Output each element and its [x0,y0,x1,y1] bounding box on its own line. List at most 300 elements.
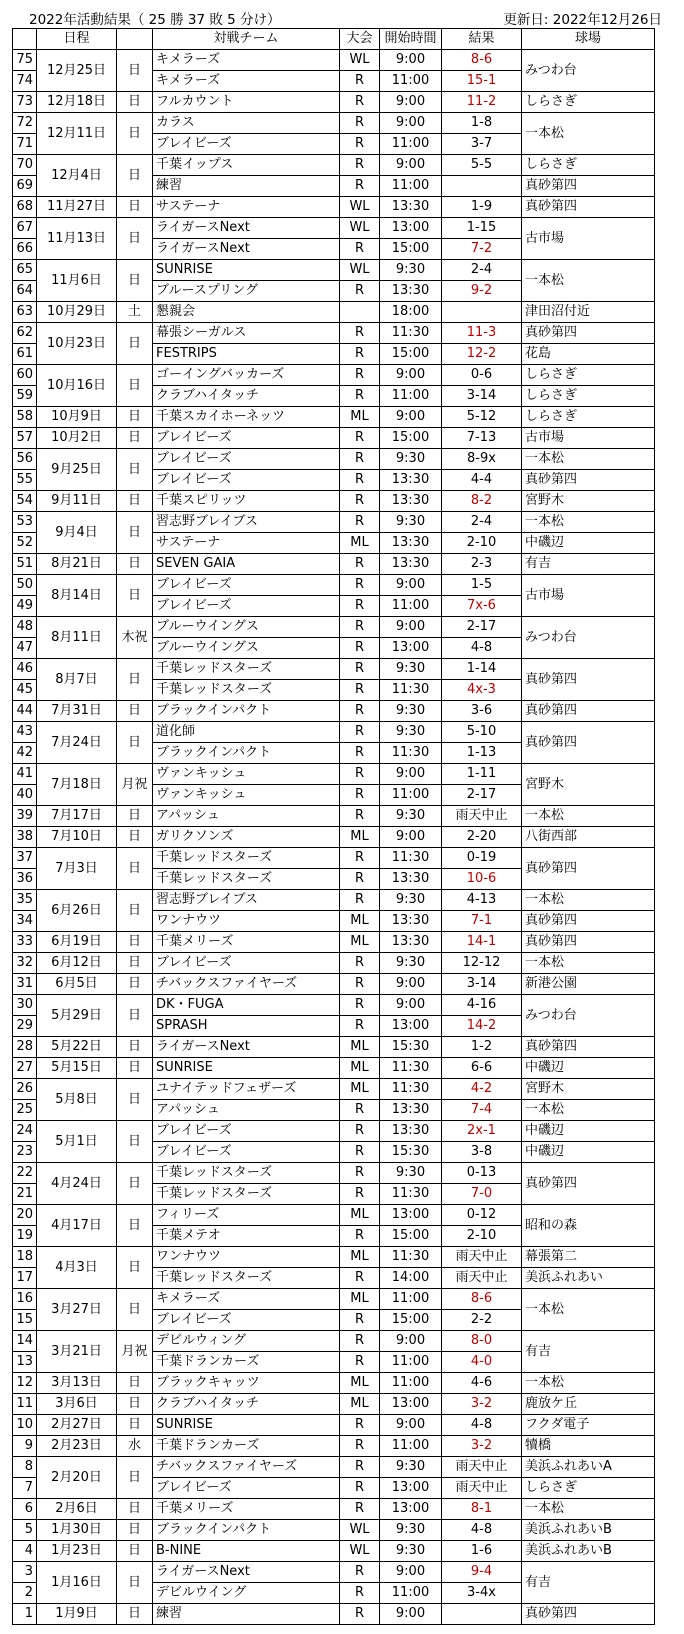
game-number: 19 [13,1226,37,1247]
opponent-team: 千葉レッドスターズ [153,1184,340,1205]
game-weekday: 日 [117,995,153,1037]
league-code: R [340,1436,380,1457]
venue-name: 一本松 [522,260,655,302]
league-code: R [340,764,380,785]
game-number: 73 [13,92,37,113]
league-code: ML [340,533,380,554]
game-date: 12月11日 [37,113,117,155]
game-result: 0-12 [442,1205,522,1226]
game-number: 56 [13,449,37,470]
table-row [13,1373,655,1394]
game-weekday: 日 [117,491,153,512]
venue-name: 一本松 [522,890,655,911]
game-result: 7-1 [442,911,522,932]
game-result: 4-13 [442,890,522,911]
start-time: 11:30 [380,1058,442,1079]
league-code: R [340,386,380,407]
game-result: 9-4 [442,1562,522,1583]
start-time: 11:00 [380,1436,442,1457]
col-header-start: 開始時間 [380,29,442,50]
venue-name: 真砂第四 [522,176,655,197]
game-weekday: 日 [117,1499,153,1520]
opponent-team: ブラックインパクト [153,701,340,722]
start-time: 13:00 [380,1016,442,1037]
game-result: 15-1 [442,71,522,92]
opponent-team: デビルウイング [153,1583,340,1604]
start-time: 9:00 [380,1415,442,1436]
table-row [13,1205,655,1226]
table-row [13,1394,655,1415]
opponent-team: 千葉ドランカーズ [153,1352,340,1373]
start-time: 11:30 [380,848,442,869]
table-row [13,1520,655,1541]
game-result: 4-2 [442,1079,522,1100]
league-code: ML [340,1037,380,1058]
opponent-team: B-NINE [153,1541,340,1562]
league-code: R [340,596,380,617]
opponent-team: 道化師 [153,722,340,743]
league-code: ML [340,1079,380,1100]
start-time: 18:00 [380,302,442,323]
venue-name: 宮野木 [522,491,655,512]
game-weekday: 日 [117,1457,153,1499]
game-date: 2月20日 [37,1457,117,1499]
opponent-team: クラブハイタッチ [153,386,340,407]
game-result: 4-16 [442,995,522,1016]
game-number: 22 [13,1163,37,1184]
start-time: 9:00 [380,1604,442,1625]
game-weekday: 日 [117,974,153,995]
table-row [13,218,655,239]
venue-name: しらさぎ [522,1478,655,1499]
start-time: 9:30 [380,1520,442,1541]
league-code: R [340,1310,380,1331]
game-result: 6-6 [442,1058,522,1079]
game-number: 32 [13,953,37,974]
opponent-team: 千葉メリーズ [153,932,340,953]
league-code: R [340,1100,380,1121]
start-time: 13:30 [380,197,442,218]
start-time: 9:30 [380,1457,442,1478]
game-result: 3-2 [442,1436,522,1457]
game-number: 5 [13,1520,37,1541]
game-weekday: 日 [117,1037,153,1058]
game-result: 2-4 [442,260,522,281]
venue-name: 中磯辺 [522,1058,655,1079]
league-code: R [340,575,380,596]
league-code: R [340,1499,380,1520]
opponent-team: SUNRISE [153,1415,340,1436]
venue-name: 中磯辺 [522,533,655,554]
opponent-team: ブレイビーズ [153,1310,340,1331]
venue-name: 有吉 [522,1562,655,1604]
game-number: 37 [13,848,37,869]
venue-name: 宮野木 [522,764,655,806]
opponent-team: 千葉メリーズ [153,1499,340,1520]
game-number: 9 [13,1436,37,1457]
table-header-row [13,29,655,50]
game-number: 72 [13,113,37,134]
game-date: 11月27日 [37,197,117,218]
game-weekday: 日 [117,701,153,722]
game-number: 21 [13,1184,37,1205]
game-result: 1-2 [442,1037,522,1058]
league-code: R [340,92,380,113]
venue-name: みつわ台 [522,995,655,1037]
start-time: 13:00 [380,1478,442,1499]
game-weekday: 日 [117,512,153,554]
opponent-team: ワンナウツ [153,911,340,932]
game-date: 12月4日 [37,155,117,197]
game-date: 1月16日 [37,1562,117,1604]
game-date: 3月6日 [37,1394,117,1415]
opponent-team: ヴァンキッシュ [153,785,340,806]
game-date: 2月6日 [37,1499,117,1520]
table-row [13,659,655,680]
game-date: 10月16日 [37,365,117,407]
league-code: ML [340,1373,380,1394]
start-time: 9:30 [380,701,442,722]
game-date: 10月9日 [37,407,117,428]
start-time: 13:00 [380,218,442,239]
start-time: 9:00 [380,995,442,1016]
start-time: 9:30 [380,1541,442,1562]
table-row [13,974,655,995]
game-result: 1-15 [442,218,522,239]
start-time: 15:00 [380,428,442,449]
venue-name: しらさぎ [522,365,655,386]
start-time: 9:00 [380,1331,442,1352]
opponent-team: 練習 [153,176,340,197]
venue-name: 真砂第四 [522,470,655,491]
league-code: R [340,1163,380,1184]
game-weekday: 日 [117,50,153,92]
game-date: 6月12日 [37,953,117,974]
league-code: R [340,953,380,974]
opponent-team: ライガースNext [153,1037,340,1058]
game-weekday: 日 [117,407,153,428]
start-time: 13:00 [380,1499,442,1520]
venue-name: 一本松 [522,1100,655,1121]
game-result: 2-17 [442,785,522,806]
game-result: 3-7 [442,134,522,155]
opponent-team: ライガースNext [153,218,340,239]
game-date: 8月14日 [37,575,117,617]
game-weekday: 水 [117,1436,153,1457]
game-date: 11月13日 [37,218,117,260]
start-time: 11:30 [380,1247,442,1268]
start-time: 11:00 [380,596,442,617]
opponent-team: ブラックインパクト [153,743,340,764]
game-result: 1-11 [442,764,522,785]
start-time: 9:30 [380,1163,442,1184]
league-code: R [340,323,380,344]
opponent-team: チバックスファイヤーズ [153,1457,340,1478]
start-time: 13:30 [380,869,442,890]
game-date: 5月29日 [37,995,117,1037]
game-result: 0-19 [442,848,522,869]
game-number: 24 [13,1121,37,1142]
opponent-team: アパッシュ [153,806,340,827]
game-number: 25 [13,1100,37,1121]
game-result: 14-1 [442,932,522,953]
table-row [13,722,655,743]
league-code: R [340,1226,380,1247]
league-code: R [340,1268,380,1289]
game-result: 12-12 [442,953,522,974]
opponent-team: 千葉イップス [153,155,340,176]
game-number: 44 [13,701,37,722]
venue-name: 真砂第四 [522,659,655,701]
start-time: 13:30 [380,1100,442,1121]
opponent-team: ブレイビーズ [153,449,340,470]
start-time: 15:00 [380,344,442,365]
start-time: 11:30 [380,680,442,701]
start-time: 11:00 [380,1352,442,1373]
game-date: 4月24日 [37,1163,117,1205]
start-time: 15:00 [380,239,442,260]
game-result: 雨天中止 [442,1478,522,1499]
game-weekday: 日 [117,1289,153,1331]
league-code: R [340,239,380,260]
start-time: 9:00 [380,92,442,113]
league-code: ML [340,1247,380,1268]
start-time: 11:00 [380,1583,442,1604]
opponent-team: チバックスファイヤーズ [153,974,340,995]
venue-name: 真砂第四 [522,848,655,890]
league-code: R [340,281,380,302]
game-number: 54 [13,491,37,512]
game-weekday: 日 [117,260,153,302]
start-time: 13:30 [380,533,442,554]
start-time: 9:00 [380,50,442,71]
venue-name: 犢橋 [522,1436,655,1457]
game-date: 4月17日 [37,1205,117,1247]
league-code: ML [340,1289,380,1310]
league-code: R [340,512,380,533]
opponent-team: ゴーイングバッカーズ [153,365,340,386]
venue-name: 一本松 [522,1373,655,1394]
opponent-team: ワンナウツ [153,1247,340,1268]
venue-name: 有吉 [522,1331,655,1373]
game-result: 0-6 [442,365,522,386]
table-row [13,1058,655,1079]
opponent-team: ブレイビーズ [153,428,340,449]
venue-name: 幕張第二 [522,1247,655,1268]
game-result: 8-6 [442,50,522,71]
game-number: 75 [13,50,37,71]
game-result: 1-6 [442,1541,522,1562]
game-weekday: 日 [117,1520,153,1541]
game-result: 4-8 [442,638,522,659]
venue-name: しらさぎ [522,155,655,176]
opponent-team: クラブハイタッチ [153,1394,340,1415]
game-number: 38 [13,827,37,848]
game-result [442,302,522,323]
game-number: 48 [13,617,37,638]
start-time: 9:30 [380,722,442,743]
start-time: 11:30 [380,1184,442,1205]
game-result: 11-3 [442,323,522,344]
table-row [13,848,655,869]
table-row [13,764,655,785]
league-code: R [340,680,380,701]
opponent-team: 練習 [153,1604,340,1625]
game-date: 10月23日 [37,323,117,365]
game-number: 50 [13,575,37,596]
venue-name: 真砂第四 [522,1163,655,1205]
game-number: 65 [13,260,37,281]
opponent-team: 習志野ブレイブス [153,890,340,911]
game-result: 7-2 [442,239,522,260]
venue-name: しらさぎ [522,407,655,428]
start-time: 9:00 [380,155,442,176]
game-weekday: 日 [117,365,153,407]
game-result: 雨天中止 [442,1247,522,1268]
league-code: WL [340,50,380,71]
venue-name: 一本松 [522,1289,655,1331]
start-time: 9:00 [380,113,442,134]
game-date: 8月7日 [37,659,117,701]
opponent-team: 千葉レッドスターズ [153,1268,340,1289]
table-row [13,323,655,344]
opponent-team: 千葉スカイホーネッツ [153,407,340,428]
venue-name: 美浜ふれあいB [522,1541,655,1562]
game-result: 5-5 [442,155,522,176]
table-row [13,575,655,596]
venue-name: しらさぎ [522,386,655,407]
game-number: 42 [13,743,37,764]
start-time: 11:00 [380,785,442,806]
game-result: 4-8 [442,1415,522,1436]
game-date: 7月31日 [37,701,117,722]
game-weekday: 土 [117,302,153,323]
opponent-team: フルカウント [153,92,340,113]
game-weekday: 日 [117,1562,153,1604]
game-number: 4 [13,1541,37,1562]
col-header-no [13,29,37,50]
table-row [13,995,655,1016]
start-time: 15:30 [380,1037,442,1058]
game-number: 14 [13,1331,37,1352]
opponent-team: 千葉メテオ [153,1226,340,1247]
game-weekday: 日 [117,323,153,365]
game-number: 68 [13,197,37,218]
opponent-team: 千葉スピリッツ [153,491,340,512]
game-number: 26 [13,1079,37,1100]
table-row [13,1331,655,1352]
game-result: 3-14 [442,974,522,995]
game-weekday: 日 [117,827,153,848]
game-number: 3 [13,1562,37,1583]
league-code: R [340,449,380,470]
opponent-team: ブルースプリング [153,281,340,302]
game-weekday: 日 [117,1541,153,1562]
league-code: R [340,848,380,869]
start-time: 9:00 [380,575,442,596]
game-date: 6月26日 [37,890,117,932]
league-code: R [340,1331,380,1352]
opponent-team: ライガースNext [153,239,340,260]
game-weekday: 日 [117,197,153,218]
league-code [340,302,380,323]
league-code: R [340,1478,380,1499]
game-date: 5月15日 [37,1058,117,1079]
game-number: 12 [13,1373,37,1394]
game-date: 11月6日 [37,260,117,302]
game-number: 39 [13,806,37,827]
league-code: R [340,1016,380,1037]
game-result: 2-10 [442,533,522,554]
league-code: R [340,1121,380,1142]
start-time: 9:00 [380,827,442,848]
league-code: R [340,785,380,806]
col-header-league: 大会 [340,29,380,50]
game-result: 3-8 [442,1142,522,1163]
game-number: 40 [13,785,37,806]
league-code: R [340,722,380,743]
game-number: 33 [13,932,37,953]
start-time: 9:30 [380,953,442,974]
opponent-team: 千葉レッドスターズ [153,848,340,869]
table-row [13,1541,655,1562]
opponent-team: ブレイビーズ [153,1478,340,1499]
opponent-team: ブレイビーズ [153,953,340,974]
league-code: WL [340,260,380,281]
game-date: 4月3日 [37,1247,117,1289]
start-time: 11:00 [380,1289,442,1310]
venue-name: 真砂第四 [522,1037,655,1058]
start-time: 9:30 [380,260,442,281]
game-number: 20 [13,1205,37,1226]
game-weekday: 日 [117,1394,153,1415]
start-time: 11:30 [380,1079,442,1100]
league-code: ML [340,932,380,953]
game-date: 3月27日 [37,1289,117,1331]
league-code: R [340,1562,380,1583]
venue-name: 真砂第四 [522,911,655,932]
venue-name: 真砂第四 [522,932,655,953]
opponent-team: デビルウィング [153,1331,340,1352]
game-number: 13 [13,1352,37,1373]
opponent-team: 幕張シーガルス [153,323,340,344]
game-result: 3-6 [442,701,522,722]
game-date: 10月2日 [37,428,117,449]
game-weekday: 日 [117,1079,153,1121]
start-time: 11:00 [380,176,442,197]
game-weekday: 日 [117,1373,153,1394]
game-number: 66 [13,239,37,260]
venue-name: 新港公園 [522,974,655,995]
col-header-venue: 球場 [522,29,655,50]
game-date: 1月9日 [37,1604,117,1625]
venue-name: 津田沼付近 [522,302,655,323]
game-weekday: 木祝 [117,617,153,659]
report-header [0,0,684,28]
opponent-team: ブレイビーズ [153,596,340,617]
league-code: R [340,1457,380,1478]
start-time: 14:00 [380,1268,442,1289]
opponent-team: ガリクソンズ [153,827,340,848]
game-result: 1-5 [442,575,522,596]
game-result: 10-6 [442,869,522,890]
game-weekday: 日 [117,953,153,974]
game-number: 36 [13,869,37,890]
game-result: 9-2 [442,281,522,302]
table-row [13,1436,655,1457]
game-date: 5月1日 [37,1121,117,1163]
table-row [13,155,655,176]
